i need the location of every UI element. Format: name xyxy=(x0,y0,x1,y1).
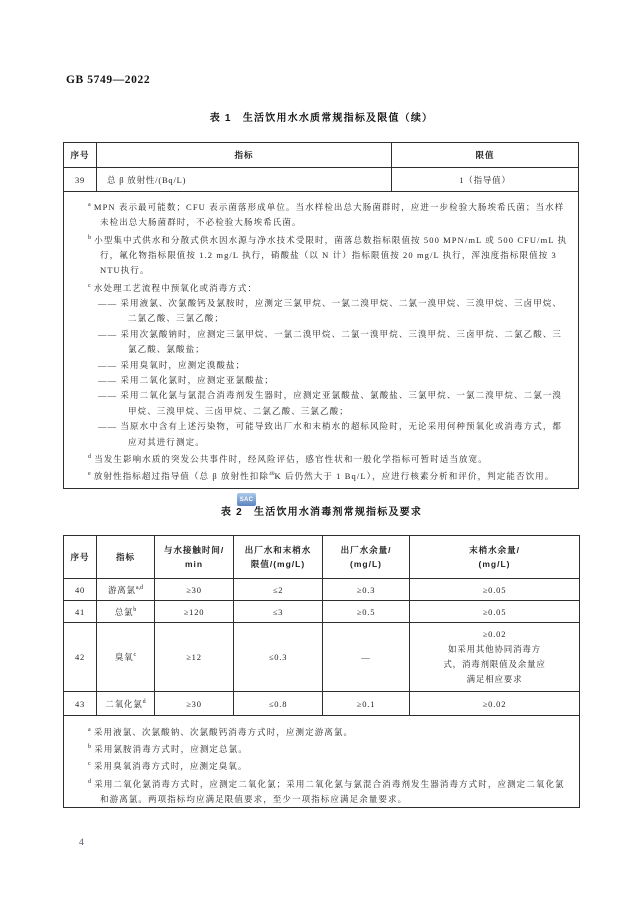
footnote-text: 采用臭氧消毒方式时，应测定臭氧。 xyxy=(93,761,248,772)
row41-contact: ≥120 xyxy=(155,601,234,623)
footnote-text: K 后仍然大于 1 Bq/L），应进行核素分析和评价，判定能否饮用。 xyxy=(274,471,555,482)
row40-limit: ≤2 xyxy=(234,579,323,601)
footnote-text: 采用氯胺消毒方式时，应测定总氯。 xyxy=(94,744,248,755)
page-number: 4 xyxy=(79,838,85,848)
header-line: (mg/L) xyxy=(478,559,511,569)
header-line: min xyxy=(184,559,204,569)
row42-tap xyxy=(410,623,580,692)
footnote-marker: a xyxy=(88,727,91,733)
table1-col-limit: 限值 xyxy=(392,143,579,168)
footnote-marker: b xyxy=(88,744,91,751)
header-line: 限值/(mg/L) xyxy=(250,559,306,569)
indicator-text: 游离氯 xyxy=(107,584,136,595)
table2-col-indicator: 指标 xyxy=(97,536,155,579)
footnote-c-item: —— 采用二氧化氯时，应测定亚氯酸盐； xyxy=(98,374,275,385)
indicator-superscript: b xyxy=(133,606,137,613)
table2-caption: 表 2 生活饮用水消毒剂常规指标及要求 xyxy=(220,507,423,518)
row42-limit: ≤0.3 xyxy=(234,623,323,692)
row40-tap: ≥0.05 xyxy=(410,579,580,601)
row43-no: 43 xyxy=(64,692,97,716)
indicator-superscript: c xyxy=(133,652,137,659)
table1-notes xyxy=(64,192,578,488)
table1-caption: 表 1 生活饮用水水质常规指标及限值（续） xyxy=(209,113,434,124)
row43-indicator xyxy=(97,692,155,716)
indicator-text: 二氧化氯 xyxy=(105,698,143,709)
tap-value: ≥0.02 xyxy=(482,629,507,639)
row42-factory: — xyxy=(323,623,410,692)
table2-col-limit xyxy=(234,536,323,579)
table1-notes-cell xyxy=(64,192,579,489)
table2 xyxy=(63,535,580,808)
row43-tap: ≥0.02 xyxy=(410,692,580,716)
footnote-d xyxy=(64,450,570,467)
row41-no: 41 xyxy=(64,601,97,623)
footnote-text: 当发生影响水质的突发公共事件时，经风险评估，感官性状和一般化学指标可暂时适当放宽。 xyxy=(94,453,488,464)
footnote-text: 放射性指标超过指导值（总 β 放射性扣除 xyxy=(93,471,269,482)
table2-header-row xyxy=(64,536,580,579)
footnote-a xyxy=(64,723,571,740)
footnote-marker: e xyxy=(88,471,91,478)
row42-no: 42 xyxy=(64,623,97,692)
row41-tap: ≥0.05 xyxy=(410,601,580,623)
row43-limit: ≤0.8 xyxy=(234,692,323,716)
table2-col-contact-time xyxy=(155,536,234,579)
footnote-c-item: —— 采用二氧化氯与氯混合消毒剂发生器时，应测定亚氯酸盐、氯酸盐、三氯甲烷、一氯二溴甲烷、二氯一溴甲烷、三溴甲烷、三卤甲烷、二氯乙酸、三氯乙酸； xyxy=(98,390,563,416)
footnote-marker: a xyxy=(88,202,91,208)
footnote-a xyxy=(64,198,570,231)
indicator-superscript: a,d xyxy=(135,584,144,591)
table-row xyxy=(64,692,580,716)
standard-code: GB 5749—2022 xyxy=(66,74,151,86)
row40-factory: ≥0.3 xyxy=(323,579,410,601)
table2-notes-cell xyxy=(64,716,580,808)
footnote-c-item: —— 采用液氯、次氯酸钙及氯胺时，应测定三氯甲烷、一氯二溴甲烷、二氯一溴甲烷、三溴甲烷、三卤甲烷、二氯乙酸、三氯乙酸； xyxy=(98,297,563,324)
footnote-c xyxy=(64,279,570,296)
footnote-marker: d xyxy=(88,778,91,785)
table-row xyxy=(64,601,580,623)
header-line: 末梢水余量/ xyxy=(469,544,520,555)
footnote-d xyxy=(64,775,571,807)
footnote-text: 小型集中式供水和分散式供水因水源与净水技术受限时，菌落总数指标限值按 500 MPN/mL 或 500 CFU/mL 执行，氟化物指标限值按 1.2 mg/L 执行，硝酸盐（以 N 计）指标限值按 20 mg/L 执行，浑浊度指标限值按 3 NTU执行。 xyxy=(94,234,568,276)
footnote-marker: c xyxy=(88,761,91,768)
header-line: 出厂水和末梢水 xyxy=(244,544,312,555)
row40-contact: ≥30 xyxy=(155,579,234,601)
table1-row39-no: 39 xyxy=(64,168,97,192)
footnote-b xyxy=(64,231,570,279)
table1-notes-row xyxy=(64,192,579,489)
footnote-c-item: —— 采用次氯酸钠时，应测定三氯甲烷、一氯二溴甲烷、二氯一溴甲烷、三溴甲烷、三卤甲烷、二氯乙酸、三氯乙酸、氯酸盐； xyxy=(98,328,563,355)
footnote-text: 采用二氧化氯消毒方式时，应测定二氧化氯；采用二氧化氯与氯混合消毒剂发生器消毒方式时，应测定二氧化氯和游离氯。两项指标均应满足限值要求，至少一项指标应满足余量要求。 xyxy=(94,778,565,804)
table1 xyxy=(63,142,579,489)
table2-col-factory-residual xyxy=(323,536,410,579)
row40-no: 40 xyxy=(64,579,97,601)
isotope-superscript: 40 xyxy=(268,471,275,478)
row43-contact: ≥30 xyxy=(155,692,234,716)
row41-limit: ≤3 xyxy=(234,601,323,623)
indicator-text: 臭氧 xyxy=(114,652,134,662)
header-line: 与水接触时间/ xyxy=(163,544,225,555)
footnote-text: 采用液氯、次氯酸钠、次氯酸钙消毒方式时，应测定游离氯。 xyxy=(93,726,354,737)
table2-col-tap-residual xyxy=(410,536,580,579)
table2-notes xyxy=(64,716,579,807)
table2-notes-row xyxy=(64,716,580,808)
footnote-c xyxy=(64,757,571,774)
row41-factory: ≥0.5 xyxy=(323,601,410,623)
row43-factory: ≥0.1 xyxy=(323,692,410,716)
table1-col-indicator: 指标 xyxy=(97,143,392,168)
row42-indicator xyxy=(97,623,155,692)
table2-col-no: 序号 xyxy=(64,536,97,579)
footnote-e xyxy=(64,467,570,484)
table-row xyxy=(64,623,580,692)
header-line: (mg/L) xyxy=(350,559,382,569)
indicator-text: 总氯 xyxy=(114,606,134,617)
footnote-marker: b xyxy=(88,234,91,241)
sac-watermark-text: SAC xyxy=(239,496,254,503)
table1-row39-limit: 1（指导值） xyxy=(392,168,579,192)
table1-row39-indicator: 总 β 放射性/(Bq/L) xyxy=(97,168,392,192)
table-row xyxy=(64,168,579,192)
footnote-marker: d xyxy=(88,453,91,460)
row41-indicator xyxy=(97,601,155,623)
header-line: 出厂水余量/ xyxy=(340,544,392,555)
footnote-b xyxy=(64,740,571,757)
tap-note: 如采用其他协同消毒方式，消毒剂限值及余量应满足相应要求 xyxy=(443,644,546,684)
footnote-marker: c xyxy=(88,282,91,289)
indicator-superscript: d xyxy=(142,698,146,705)
table1-col-no: 序号 xyxy=(64,143,97,168)
footnote-c-item: —— 当原水中含有上述污染物，可能导致出厂水和末梢水的超标风险时，无论采用何种预氧化或消毒方式，都应对其进行测定。 xyxy=(98,421,563,447)
footnote-text: MPN 表示最可能数；CFU 表示菌落形成单位。当水样检出总大肠菌群时，应进一步检验大肠埃希氏菌；当水样未检出总大肠菌群时，不必检验大肠埃希氏菌。 xyxy=(93,201,565,228)
footnote-c-item: —— 采用臭氧时，应测定溴酸盐； xyxy=(98,359,246,370)
table-row xyxy=(64,579,580,601)
table1-header-row xyxy=(64,143,579,168)
row42-contact: ≥12 xyxy=(155,623,234,692)
footnote-text: 水处理工艺流程中预氧化或消毒方式： xyxy=(93,282,258,293)
row40-indicator xyxy=(97,579,155,601)
